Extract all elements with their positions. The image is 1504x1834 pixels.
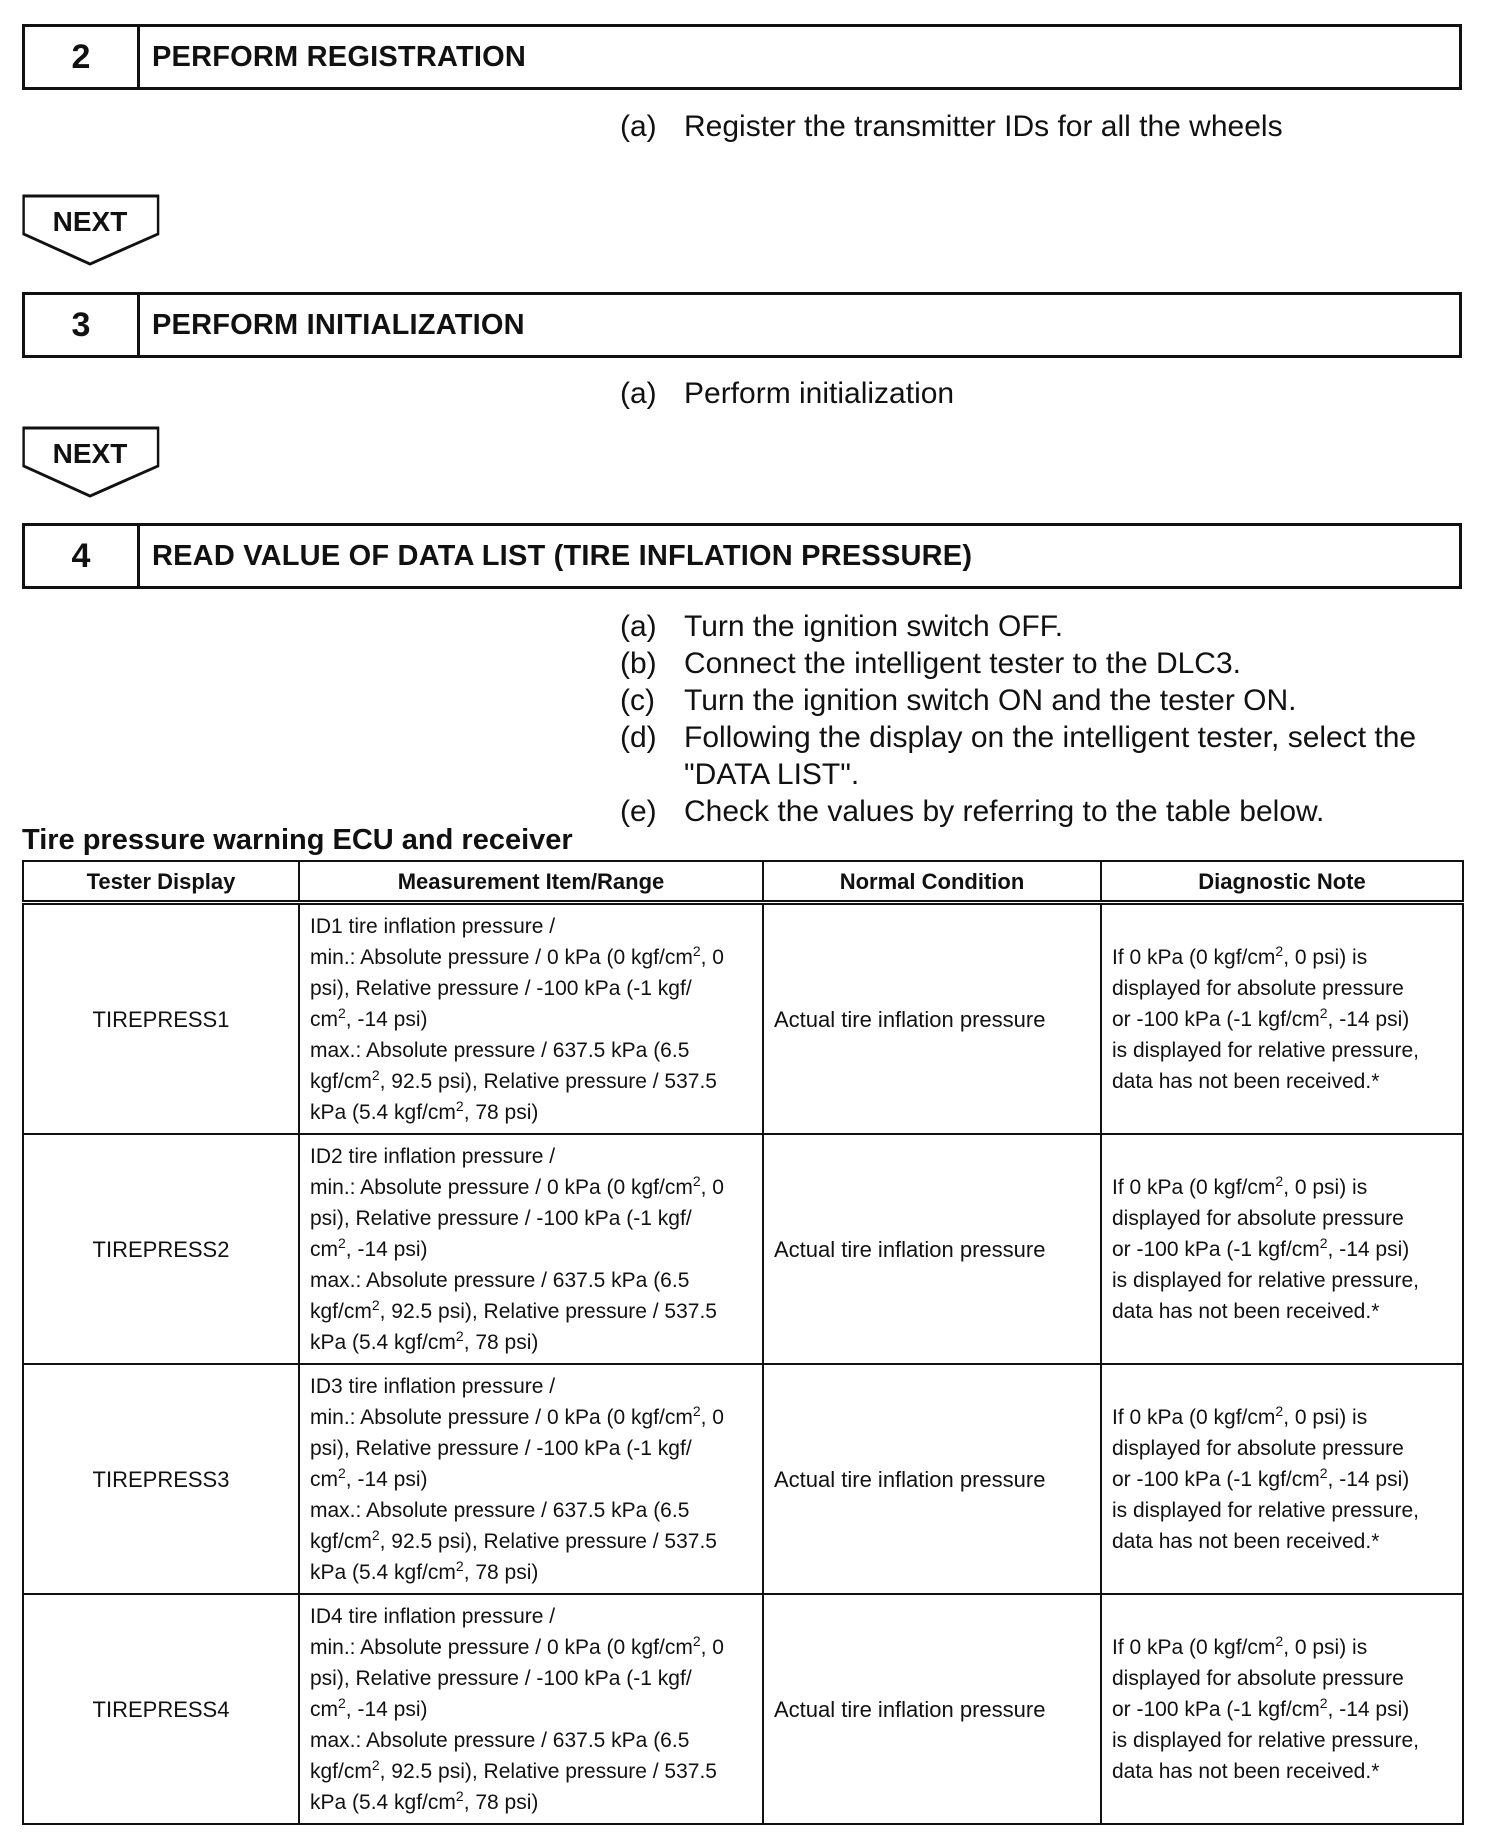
diag-line: , 0 psi) is (1283, 1175, 1368, 1199)
diagnostic-note-cell (1101, 1134, 1463, 1364)
instruction-text: Turn the ignition switch ON and the tester ON. (684, 684, 1297, 717)
meas-line: kgf/cm (310, 1069, 372, 1093)
step-number: 2 (25, 27, 140, 87)
superscript: 2 (455, 1327, 464, 1344)
instruction-text-line2: "DATA LIST". (684, 758, 860, 791)
superscript: 2 (455, 1097, 464, 1114)
diag-line: , 0 psi) is (1283, 1405, 1368, 1429)
instruction-item (620, 375, 954, 412)
meas-line: max.: Absolute pressure / 637.5 kPa (6.5 (310, 1268, 690, 1292)
instruction-text-line1: Following the display on the intelligent tester, select the (684, 721, 1417, 754)
diag-line: , -14 psi) (1327, 1237, 1410, 1261)
meas-line: ID1 tire inflation pressure / (310, 914, 556, 938)
superscript: 2 (338, 1004, 346, 1021)
step-4-instructions (620, 608, 1416, 830)
tester-display: TIREPRESS4 (92, 1696, 230, 1722)
instruction-label: (a) (620, 377, 657, 410)
tester-display: TIREPRESS2 (92, 1236, 230, 1262)
tester-display-cell (23, 1134, 299, 1364)
meas-line: max.: Absolute pressure / 637.5 kPa (6.5 (310, 1728, 690, 1752)
data-list-table (22, 860, 1464, 1825)
diag-line: If 0 kPa (0 kgf/cm (1112, 1175, 1276, 1199)
diag-line: data has not been received.* (1112, 1759, 1380, 1783)
meas-line: , 92.5 psi), Relative pressure / 537.5 (379, 1069, 717, 1093)
tester-display-cell (23, 1364, 299, 1594)
meas-line: psi), Relative pressure / -100 kPa (-1 kgf/ (310, 1666, 692, 1690)
measurement-cell (299, 1364, 763, 1594)
superscript: 2 (692, 1172, 701, 1189)
meas-line: cm (310, 1697, 338, 1721)
diag-line: is displayed for relative pressure, (1112, 1268, 1419, 1292)
instruction-item (620, 608, 1416, 645)
step-3-instructions (620, 375, 954, 412)
diag-line: displayed for absolute pressure (1112, 1666, 1404, 1690)
meas-line: , -14 psi) (345, 1007, 428, 1031)
header-measurement-item: Measurement Item/Range (299, 861, 763, 903)
normal-condition-cell (763, 903, 1101, 1135)
meas-line: , 78 psi) (463, 1790, 539, 1814)
instruction-text: Perform initialization (684, 377, 955, 410)
superscript: 2 (1319, 1464, 1328, 1481)
meas-line: kgf/cm (310, 1529, 372, 1553)
meas-line: kPa (5.4 kgf/cm (310, 1790, 456, 1814)
instruction-label: (d) (620, 721, 657, 754)
superscript: 2 (338, 1234, 346, 1251)
superscript: 2 (371, 1066, 380, 1083)
step-4-header (22, 523, 1462, 589)
step-2-instructions (620, 108, 1283, 145)
instruction-text: Check the values by referring to the table below. (684, 795, 1325, 828)
superscript: 2 (338, 1694, 346, 1711)
diag-line: or -100 kPa (-1 kgf/cm (1112, 1237, 1320, 1261)
meas-line: cm (310, 1467, 338, 1491)
superscript: 2 (692, 1402, 701, 1419)
normal-condition-cell (763, 1134, 1101, 1364)
meas-line: , -14 psi) (345, 1467, 428, 1491)
meas-line: , 0 (700, 1175, 724, 1199)
instruction-text: Connect the intelligent tester to the DLC3. (684, 647, 1241, 680)
meas-line: psi), Relative pressure / -100 kPa (-1 kgf/ (310, 976, 692, 1000)
superscript: 2 (1319, 1234, 1328, 1251)
meas-line: , 0 (700, 1635, 724, 1659)
superscript: 2 (692, 942, 701, 959)
normal-condition: Actual tire inflation pressure (774, 1696, 1046, 1722)
diag-line: If 0 kPa (0 kgf/cm (1112, 1405, 1276, 1429)
diag-line: or -100 kPa (-1 kgf/cm (1112, 1007, 1320, 1031)
table-row (23, 1364, 1463, 1594)
diag-line: or -100 kPa (-1 kgf/cm (1112, 1467, 1320, 1491)
meas-line: , 92.5 psi), Relative pressure / 537.5 (379, 1759, 717, 1783)
table-row (23, 1594, 1463, 1824)
instruction-label: (c) (620, 684, 655, 717)
superscript: 2 (692, 1632, 701, 1649)
superscript: 2 (455, 1557, 464, 1574)
meas-line: max.: Absolute pressure / 637.5 kPa (6.5 (310, 1498, 690, 1522)
meas-line: , 92.5 psi), Relative pressure / 537.5 (379, 1299, 717, 1323)
superscript: 2 (1275, 1172, 1284, 1189)
step-title: PERFORM REGISTRATION (152, 40, 527, 73)
meas-line: min.: Absolute pressure / 0 kPa (0 kgf/cm (310, 1175, 693, 1199)
instruction-text: Turn the ignition switch OFF. (684, 610, 1064, 643)
table-row (23, 903, 1463, 1135)
diag-line: , -14 psi) (1327, 1467, 1410, 1491)
instruction-text (684, 719, 1416, 793)
diag-line: is displayed for relative pressure, (1112, 1038, 1419, 1062)
step-title: READ VALUE OF DATA LIST (TIRE INFLATION PRESSURE) (152, 539, 973, 572)
diag-line: , 0 psi) is (1283, 945, 1368, 969)
meas-line: , -14 psi) (345, 1697, 428, 1721)
superscript: 2 (338, 1464, 346, 1481)
superscript: 2 (1319, 1004, 1328, 1021)
diag-line: displayed for absolute pressure (1112, 976, 1404, 1000)
diagnostic-note-cell (1101, 903, 1463, 1135)
tester-display-cell (23, 1594, 299, 1824)
step-2-header (22, 24, 1462, 90)
instruction-label: (b) (620, 647, 657, 680)
step-title: PERFORM INITIALIZATION (152, 308, 525, 341)
normal-condition: Actual tire inflation pressure (774, 1006, 1046, 1032)
superscript: 2 (1275, 1402, 1284, 1419)
diag-line: data has not been received.* (1112, 1299, 1380, 1323)
normal-condition-cell (763, 1594, 1101, 1824)
superscript: 2 (371, 1296, 380, 1313)
header-tester-display: Tester Display (23, 861, 299, 903)
superscript: 2 (1319, 1694, 1328, 1711)
superscript: 2 (371, 1756, 380, 1773)
next-label: NEXT (52, 438, 128, 469)
step-number: 4 (25, 526, 140, 586)
next-button[interactable] (22, 426, 172, 500)
instruction-label: (a) (620, 110, 657, 143)
meas-line: min.: Absolute pressure / 0 kPa (0 kgf/cm (310, 1635, 693, 1659)
header-normal-condition: Normal Condition (763, 861, 1101, 903)
meas-line: psi), Relative pressure / -100 kPa (-1 kgf/ (310, 1206, 692, 1230)
meas-line: max.: Absolute pressure / 637.5 kPa (6.5 (310, 1038, 690, 1062)
meas-line: kPa (5.4 kgf/cm (310, 1560, 456, 1584)
table-row (23, 1134, 1463, 1364)
header-diagnostic-note: Diagnostic Note (1101, 861, 1463, 903)
instruction-item (620, 793, 1416, 830)
diag-line: is displayed for relative pressure, (1112, 1728, 1419, 1752)
superscript: 2 (1275, 942, 1284, 959)
measurement-cell (299, 1134, 763, 1364)
meas-line: ID3 tire inflation pressure / (310, 1374, 556, 1398)
meas-line: kgf/cm (310, 1299, 372, 1323)
normal-condition-cell (763, 1364, 1101, 1594)
diagnostic-note-cell (1101, 1364, 1463, 1594)
measurement-cell (299, 903, 763, 1135)
step-3-header (22, 292, 1462, 358)
superscript: 2 (455, 1787, 464, 1804)
diag-line: If 0 kPa (0 kgf/cm (1112, 945, 1276, 969)
meas-line: min.: Absolute pressure / 0 kPa (0 kgf/cm (310, 945, 693, 969)
meas-line: ID4 tire inflation pressure / (310, 1604, 556, 1628)
meas-line: , 78 psi) (463, 1100, 539, 1124)
diagnostic-note-cell (1101, 1594, 1463, 1824)
diag-line: If 0 kPa (0 kgf/cm (1112, 1635, 1276, 1659)
normal-condition: Actual tire inflation pressure (774, 1236, 1046, 1262)
diag-line: displayed for absolute pressure (1112, 1436, 1404, 1460)
meas-line: psi), Relative pressure / -100 kPa (-1 kgf/ (310, 1436, 692, 1460)
diag-line: displayed for absolute pressure (1112, 1206, 1404, 1230)
superscript: 2 (371, 1526, 380, 1543)
superscript: 2 (1275, 1632, 1284, 1649)
diag-line: or -100 kPa (-1 kgf/cm (1112, 1697, 1320, 1721)
meas-line: kPa (5.4 kgf/cm (310, 1100, 456, 1124)
table-body (23, 903, 1463, 1825)
table-title: Tire pressure warning ECU and receiver (22, 824, 573, 856)
meas-line: kPa (5.4 kgf/cm (310, 1330, 456, 1354)
next-button[interactable] (22, 194, 172, 268)
diag-line: , -14 psi) (1327, 1697, 1410, 1721)
instruction-item (620, 645, 1416, 682)
diag-line: , 0 psi) is (1283, 1635, 1368, 1659)
meas-line: cm (310, 1007, 338, 1031)
normal-condition: Actual tire inflation pressure (774, 1466, 1046, 1492)
meas-line: , 0 (700, 1405, 724, 1429)
step-number: 3 (25, 295, 140, 355)
instruction-item (620, 719, 1416, 793)
diag-line: , -14 psi) (1327, 1007, 1410, 1031)
meas-line: , 78 psi) (463, 1560, 539, 1584)
instruction-item (620, 682, 1416, 719)
meas-line: min.: Absolute pressure / 0 kPa (0 kgf/cm (310, 1405, 693, 1429)
instruction-label: (a) (620, 610, 657, 643)
tester-display: TIREPRESS3 (92, 1466, 230, 1492)
meas-line: ID2 tire inflation pressure / (310, 1144, 556, 1168)
instruction-item (620, 108, 1283, 145)
next-label: NEXT (52, 206, 128, 237)
meas-line: cm (310, 1237, 338, 1261)
tester-display: TIREPRESS1 (92, 1006, 230, 1032)
instruction-label: (e) (620, 795, 657, 828)
meas-line: , 92.5 psi), Relative pressure / 537.5 (379, 1529, 717, 1553)
table-header-row (23, 861, 1463, 903)
meas-line: , 78 psi) (463, 1330, 539, 1354)
diag-line: data has not been received.* (1112, 1529, 1380, 1553)
meas-line: , -14 psi) (345, 1237, 428, 1261)
meas-line: kgf/cm (310, 1759, 372, 1783)
meas-line: , 0 (700, 945, 724, 969)
tester-display-cell (23, 903, 299, 1135)
measurement-cell (299, 1594, 763, 1824)
instruction-text: Register the transmitter IDs for all the wheels (684, 110, 1283, 143)
diag-line: data has not been received.* (1112, 1069, 1380, 1093)
diag-line: is displayed for relative pressure, (1112, 1498, 1419, 1522)
